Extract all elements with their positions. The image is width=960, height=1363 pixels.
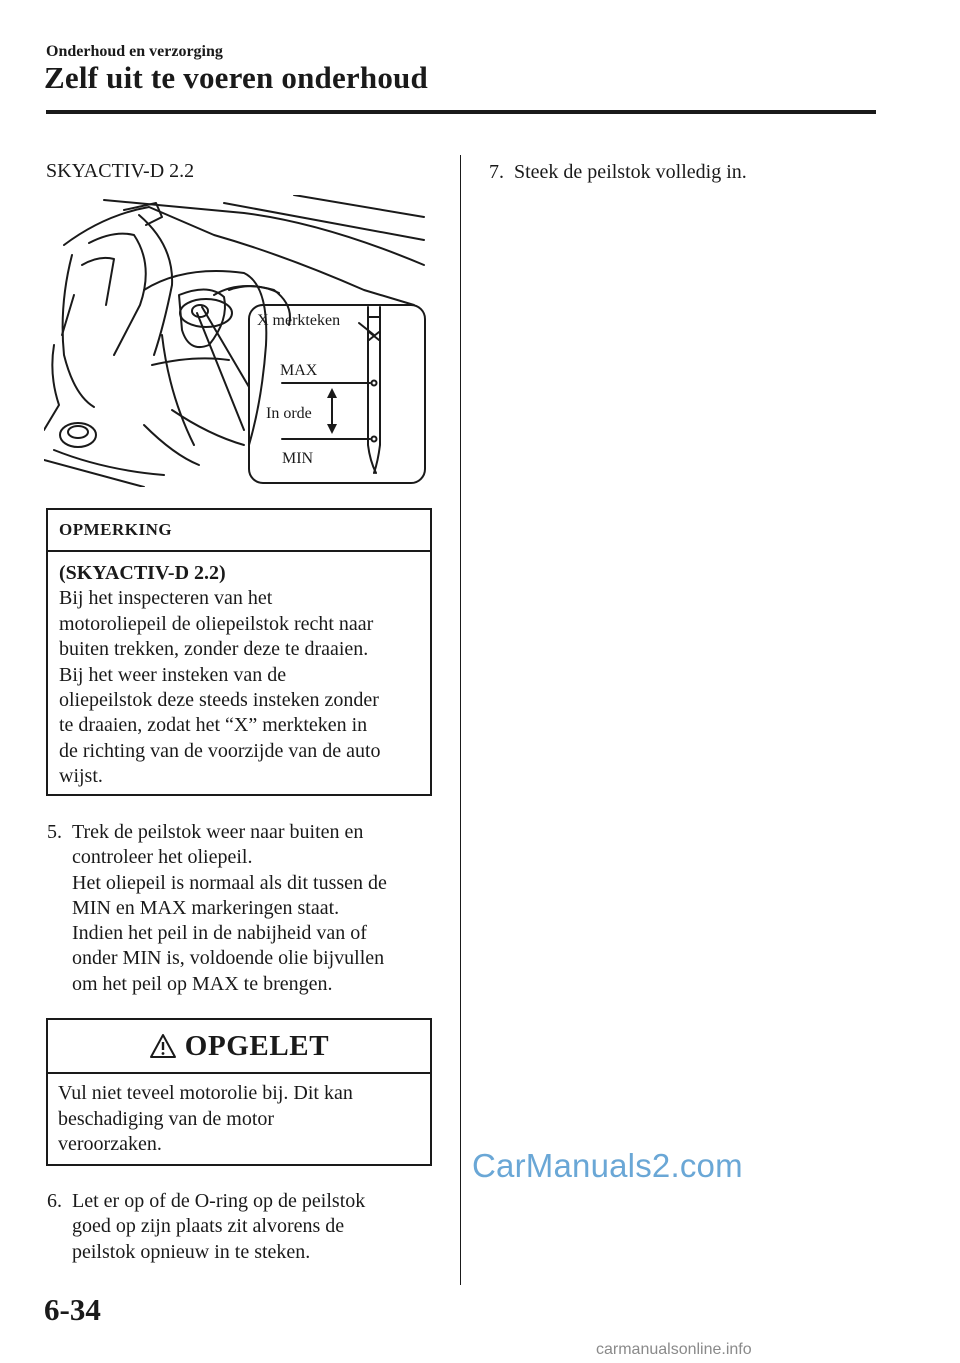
engine-subheading: SKYACTIV-D 2.2 bbox=[46, 160, 195, 182]
step-line: Let er op of de O-ring op de peilstok bbox=[72, 1190, 366, 1212]
label-x-mark: X merkteken bbox=[257, 312, 341, 329]
dipstick-illustration bbox=[44, 195, 432, 487]
step-line: Trek de peilstok weer naar buiten en bbox=[72, 821, 364, 843]
step-line: peilstok opnieuw in te steken. bbox=[72, 1240, 311, 1263]
page-number: 6-34 bbox=[44, 1292, 101, 1327]
note-line: de richting van de voorzijde van de auto bbox=[59, 739, 381, 762]
caution-box bbox=[46, 1018, 432, 1166]
note-box bbox=[46, 508, 432, 796]
step-line: controleer het oliepeil. bbox=[72, 846, 253, 869]
note-line: motoroliepeil de oliepeilstok recht naar bbox=[59, 612, 374, 635]
site-footer: carmanualsonline.info bbox=[596, 1341, 752, 1358]
caution-body bbox=[48, 1074, 430, 1158]
watermark-logo: CarManuals2.com bbox=[472, 1147, 743, 1184]
column-divider bbox=[460, 155, 461, 1285]
step-line: MIN en MAX markeringen staat. bbox=[72, 896, 340, 919]
step-5 bbox=[47, 820, 437, 997]
step-line: goed op zijn plaats zit alvorens de bbox=[72, 1215, 345, 1238]
note-line: wijst. bbox=[59, 765, 103, 788]
step-7 bbox=[489, 160, 889, 185]
step-line: om het peil op MAX te brengen. bbox=[72, 972, 333, 995]
step-line: Indien het peil in de nabijheid van of bbox=[72, 922, 367, 945]
note-subheading: (SKYACTIV-D 2.2) bbox=[59, 562, 226, 584]
caution-line: veroorzaken. bbox=[58, 1133, 162, 1155]
note-heading: OPMERKING bbox=[48, 510, 430, 552]
note-line: oliepeilstok deze steeds insteken zonder bbox=[59, 689, 379, 712]
caution-line: beschadiging van de motor bbox=[58, 1107, 275, 1130]
note-line: Bij het weer insteken van de bbox=[59, 663, 287, 686]
title-rule bbox=[46, 110, 876, 114]
step-number: 5. bbox=[47, 821, 62, 843]
caution-heading bbox=[48, 1020, 430, 1074]
label-max: MAX bbox=[280, 362, 318, 379]
section-label: Onderhoud en verzorging bbox=[46, 43, 223, 60]
warning-icon bbox=[149, 1033, 177, 1059]
step-line: onder MIN is, voldoende olie bijvullen bbox=[72, 947, 385, 970]
label-ok: In orde bbox=[266, 405, 312, 422]
label-min: MIN bbox=[282, 450, 314, 467]
caution-line: Vul niet teveel motorolie bij. Dit kan bbox=[58, 1082, 353, 1104]
caution-title: OPGELET bbox=[184, 1029, 330, 1062]
page-title: Zelf uit te voeren onderhoud bbox=[44, 60, 428, 95]
step-line: Steek de peilstok volledig in. bbox=[514, 161, 747, 183]
step-6 bbox=[47, 1189, 437, 1265]
step-number: 7. bbox=[489, 161, 504, 183]
note-body bbox=[48, 552, 430, 790]
note-line: buiten trekken, zonder deze te draaien. bbox=[59, 638, 369, 661]
note-line: te draaien, zodat het “X” merkteken in bbox=[59, 714, 368, 737]
note-line: Bij het inspecteren van het bbox=[59, 587, 273, 610]
step-line: Het oliepeil is normaal als dit tussen de bbox=[72, 871, 387, 894]
step-number: 6. bbox=[47, 1190, 62, 1212]
